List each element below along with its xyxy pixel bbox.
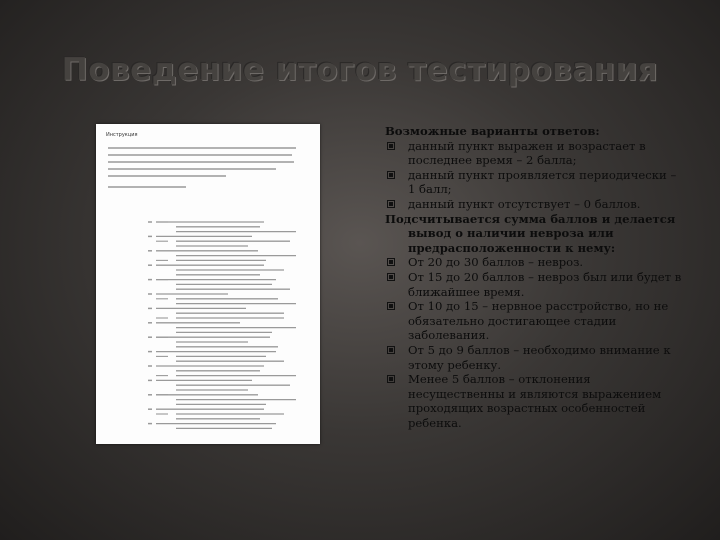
answers-list xyxy=(385,139,687,212)
document-header: Инструкция xyxy=(106,132,138,138)
list-item: данный пункт отсутствует – 0 баллов. xyxy=(385,197,687,212)
list-item: данный пункт проявляется периодически – 1 балл; xyxy=(385,168,687,197)
answers-heading: Возможные варианты ответов: xyxy=(385,124,600,138)
square-bullet-icon xyxy=(387,200,395,208)
scoring-list xyxy=(385,255,687,430)
square-bullet-icon xyxy=(387,302,395,310)
document-thumbnail xyxy=(96,124,320,444)
square-bullet-icon xyxy=(387,273,395,281)
list-item: От 5 до 9 баллов – необходимо внимание к этому ребенку. xyxy=(385,343,687,372)
slide-title: Поведение итогов тестирования xyxy=(61,52,659,88)
list-item: От 15 до 20 баллов – невроз был или будет в ближайшее время. xyxy=(385,270,687,299)
list-item: данный пункт выражен и возрастает в последнее время – 2 балла; xyxy=(385,139,687,168)
square-bullet-icon xyxy=(387,142,395,150)
square-bullet-icon xyxy=(387,171,395,179)
list-item: От 20 до 30 баллов – невроз. xyxy=(385,255,687,270)
square-bullet-icon xyxy=(387,346,395,354)
list-item: Менее 5 баллов – отклонения несущественны и являются выражением проходящих возрастных особенностей ребенка. xyxy=(385,372,687,430)
square-bullet-icon xyxy=(387,375,395,383)
document-text-lines xyxy=(96,124,320,444)
content-area xyxy=(385,124,687,430)
square-bullet-icon xyxy=(387,258,395,266)
scoring-heading: Подсчитывается сумма баллов и делается вывод о наличии невроза или предрасположенности к нему: xyxy=(385,211,676,255)
list-item: От 10 до 15 – нервное расстройство, но не обязательно достигающее стадии заболевания. xyxy=(385,299,687,343)
